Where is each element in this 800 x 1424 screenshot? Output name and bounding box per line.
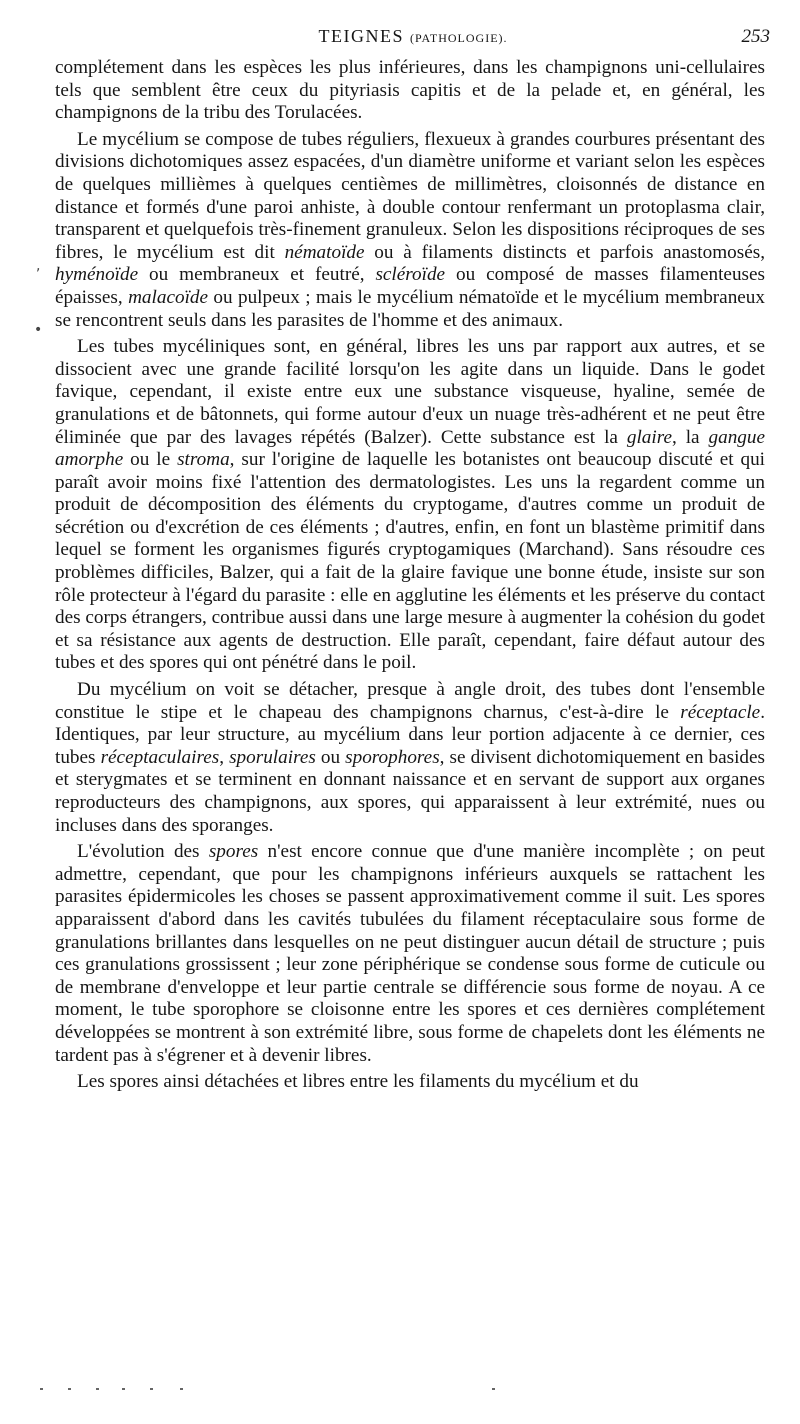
running-title bbox=[56, 26, 770, 47]
text-run: ou pulpeux ; mais le mycélium nématoïde et le mycélium membraneux se rencontrent seuls dans les parasites de l'homme et des animaux. bbox=[55, 286, 765, 331]
speck bbox=[180, 1388, 183, 1390]
margin-speck: , bbox=[36, 258, 41, 274]
text-run: . Identiques, par leur structure, au mycélium dans leur portion adjacente à ce dernier, ces tubes bbox=[55, 701, 765, 768]
paragraph bbox=[55, 129, 765, 332]
text-run: n'est encore connue que d'une manière incomplète ; on peut admettre, cependant, que pour les champignons inférieurs auxquels se rattachent les parasites épidermicoles les choses se passent approximativement comme il suit. Les spores apparaissent d'abord dans les cavités tubulées du filament réceptaculaire sous forme de granulations brillantes dans lesquelles on ne peut distinguer aucun détail de structure ; puis ces granulations grossissent ; leur zone périphérique se condense sous forme de cuticule ou de membrane d'enveloppe et leur partie centrale se différencie sous forme de noyau. A ce moment, le tube sporophore se cloisonne entre les spores et ces dernières complétement développées se montrent à son extrémité libre, sous forme de chapelets dont les éléments ne tardent pas à s'égrener et à devenir libres. bbox=[55, 841, 766, 1066]
paragraph bbox=[55, 679, 765, 837]
italic-term: gangue amorphe bbox=[55, 426, 765, 471]
speck bbox=[150, 1388, 153, 1390]
margin-speck: • bbox=[34, 322, 43, 338]
running-header bbox=[56, 26, 770, 52]
text-run: Le mycélium se compose de tubes réguliers, flexueux à grandes courbures présentant des divisions dichotomiques assez espacées, d'un diamètre uniforme et variant selon les espèces de quelques millièmes à quelques centièmes de millimètres, cloisonnés de distance en distance et formés d'une paroi anhiste, à double contour renfermant un protoplasma clair, transparent et quelquefois très-finement granuleux. Selon les dispositions réciproques de ses fibres, le mycélium est dit bbox=[55, 128, 765, 263]
italic-term: nématoïde bbox=[284, 241, 365, 263]
italic-term: réceptaculaires bbox=[100, 746, 220, 768]
text-run: , la bbox=[671, 426, 709, 448]
text-run: ou membraneux et feutré, bbox=[138, 264, 376, 286]
speck bbox=[122, 1388, 125, 1390]
text-run: ou composé de masses filamenteuses épaisses, bbox=[55, 264, 765, 308]
text-run: Du mycélium on voit se détacher, presque à angle droit, des tubes dont l'ensemble constitue le stipe et le chapeau des champignons charnus, c'est-à-dire le bbox=[55, 679, 765, 723]
italic-term: glaire bbox=[626, 426, 672, 448]
italic-term: stroma bbox=[177, 449, 230, 471]
text-run: , se divisent dichotomiquement en basides et sterygmates et se terminent en donnant naissance et en servant de support aux organes reproducteurs des champignons, aux spores, qui apparaissent à leur extrémité, nues ou incluses dans des sporanges. bbox=[55, 746, 766, 836]
paragraph bbox=[55, 1071, 765, 1094]
speck bbox=[96, 1388, 99, 1390]
italic-term: sporulaires bbox=[229, 746, 316, 768]
speck bbox=[40, 1388, 43, 1390]
body-text bbox=[55, 57, 765, 1098]
speck bbox=[68, 1388, 71, 1390]
text-run: ou bbox=[315, 746, 346, 768]
text-run: , bbox=[219, 746, 230, 768]
running-title-main: TEIGNES bbox=[318, 26, 404, 46]
text-run: Les tubes mycéliniques sont, en général, libres les uns par rapport aux autres, et se dissocient avec une grande facilité lorsqu'on les agite dans un liquide. Dans le godet favique, cependant, il existe entre eux une substance visqueuse, hyaline, semée de granulations et de bâtonnets, qui forme autour d'eux un nuage très-adhérent et ne peut être éliminée que par des lavages répétés (Balzer). Cette substance est la bbox=[55, 336, 765, 448]
text-run: ou à filaments distincts et parfois anastomosés, bbox=[364, 241, 765, 263]
paragraph bbox=[55, 841, 765, 1067]
page-number: 253 bbox=[741, 26, 770, 47]
footer-specks bbox=[40, 1388, 760, 1394]
italic-term: sporophores bbox=[345, 746, 440, 768]
speck bbox=[492, 1388, 495, 1390]
italic-term: hyménoïde bbox=[55, 264, 139, 286]
italic-term: scléroïde bbox=[375, 264, 446, 286]
italic-term: spores bbox=[208, 841, 259, 863]
text-run: L'évolution des bbox=[77, 841, 209, 863]
italic-term: malacoïde bbox=[128, 286, 209, 308]
text-run: , sur l'origine de laquelle les botanistes ont beaucoup discuté et qui paraît avoir moins fixé l'attention des dermatologistes. Les uns la regardent comme un produit de décomposition des éléments du cryptogame, d'autres comme un produit de sécrétion ou d'excrétion de ces éléments ; d'autres, enfin, en font un blastème primitif dans lequel se forment les organismes figurés cryptogamiques (Marchand). Sans résoudre ces problèmes difficiles, Balzer, qui a fait de la glaire favique une bonne étude, insiste sur son rôle protecteur à l'égard du parasite : elle en agglutine les éléments et les préserve du contact des corps étrangers, contribue aussi dans une large mesure à augmenter la cohésion du godet et sa résistance aux agents de destruction. Elle paraît, cependant, faire défaut autour des tubes et des spores qui ont pénétré dans le poil. bbox=[55, 449, 765, 674]
text-run: Les spores ainsi détachées et libres entre les filaments du mycélium et du bbox=[77, 1071, 639, 1093]
paragraph bbox=[55, 336, 765, 675]
running-title-subtitle: (PATHOLOGIE). bbox=[409, 31, 508, 45]
text-run: complétement dans les espèces les plus inférieures, dans les champignons uni-cellulaires tels que semblent être ceux du pityriasis capitis et de la pelade et, en général, les champignons de la tribu des Torulacées. bbox=[55, 57, 765, 124]
italic-term: réceptacle bbox=[680, 701, 761, 723]
paragraph bbox=[55, 57, 765, 125]
text-run: ou le bbox=[123, 449, 178, 471]
